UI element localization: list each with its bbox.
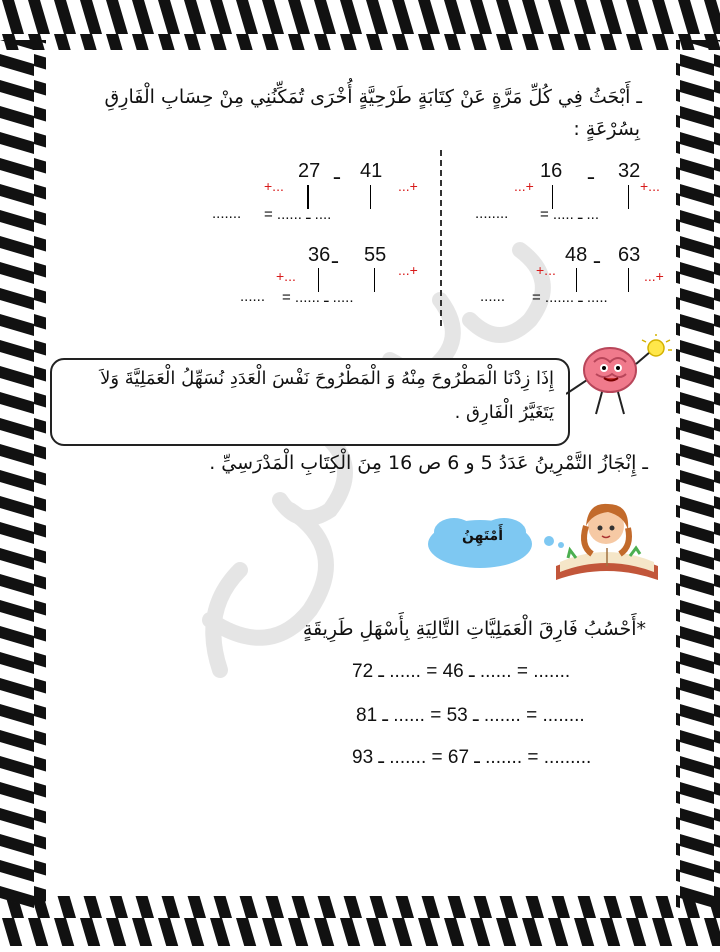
exercise-1-plus-right: +... [640,178,660,194]
exercise-4-result: = ...... ـ ..... [282,289,354,306]
exercise-3-answer: ...... [480,288,506,305]
exercise-4-arrow-a [374,268,375,292]
column-divider [440,150,442,326]
exercise-2-minus: ـ [334,162,340,184]
exercise-2-result: = ...... ـ .... [264,206,332,223]
practice-row-3: 93 ـ 67 = ....... ـ ....... = ......... [352,747,592,768]
exercise-1-result: = ..... ـ ... [540,206,600,223]
exercise-2-answer: ....... [212,205,242,222]
exercise-2-minuend: 41 [360,160,383,182]
exercise-3-plus-right: ...+ [644,268,664,284]
exercise-3-result: = ....... ـ ..... [532,289,608,306]
practice-row-2: 81 ـ 53 = ...... ـ ....... = ........ [356,705,585,726]
bubble-label: أَمْتَهِنُ [462,528,504,544]
exercise-1-minus: ـ [588,162,594,184]
exercise-3-arrow-a [628,268,629,292]
exercise-1-minuend: 32 [618,160,641,182]
exercise-4-answer: ...... [240,288,266,305]
rule-line-1: إِذَا زِدْنَا الْمَطْرُوحَ مِنْهُ وَ الْمَطْرُوحَ نَفْسَ الْعَدَدِ نُسَهِّلُ الْعَمَلِيَّةَ وَلاَ [100,368,554,389]
exercise-1-subtrahend: 16 [540,160,563,182]
rule-line-2: يَتَغَيَّرُ الْفَارِق . [454,402,554,423]
instruction-line-1: ـ أَبْحَثُ فِي كُلِّ مَرَّةٍ عَنْ كِتَابَةٍ طَرْحِيَّةٍ أُخْرَى تُمَكِّنُنِي مِنْ حِسَابِ الْفَارِقِ [104,86,642,108]
exercise-4-plus-right: ...+ [398,262,418,278]
exercise-4-minus: ـ [332,246,338,268]
exercise-2-subtrahend: 27 [298,160,321,182]
brain-mascot-icon [566,334,676,420]
exercise-2-arrow-a [370,185,371,209]
reading-girl-icon [550,496,664,582]
exercise-3-minuend: 63 [618,244,641,266]
rule-box [50,358,570,446]
instruction-3: *أَحْسُبُ فَارِقَ الْعَمَلِيَّاتِ التَّالِيَةِ بِأَسْهَلِ طَرِيقَةٍ [302,618,646,640]
instruction-2: ـ إِنْجَازُ التَّمْرِينُ عَدَدُ 5 و 6 ص 16 مِنَ الْكِتَابِ الْمَدْرَسِيِّ . [209,452,648,474]
exercise-4-plus-left: +... [276,268,296,284]
practice-row-1: 72 ـ 46 = ...... ـ ...... = ....... [352,661,571,682]
exercise-2-plus-right: ...+ [398,178,418,194]
exercise-3-subtrahend: 48 [565,244,588,266]
exercise-4-minuend: 55 [364,244,387,266]
exercise-1-answer: ........ [475,205,509,222]
exercise-3-plus-left: +... [536,262,556,278]
exercise-1-arrow-a [628,185,629,209]
exercise-1-plus-left: ...+ [514,178,534,194]
exercise-3-minus: ـ [594,246,600,268]
exercise-4-subtrahend: 36 [308,244,331,266]
exercise-2-plus-left: +... [264,178,284,194]
instruction-line-2: بِسُرْعَةٍ : [573,118,640,140]
